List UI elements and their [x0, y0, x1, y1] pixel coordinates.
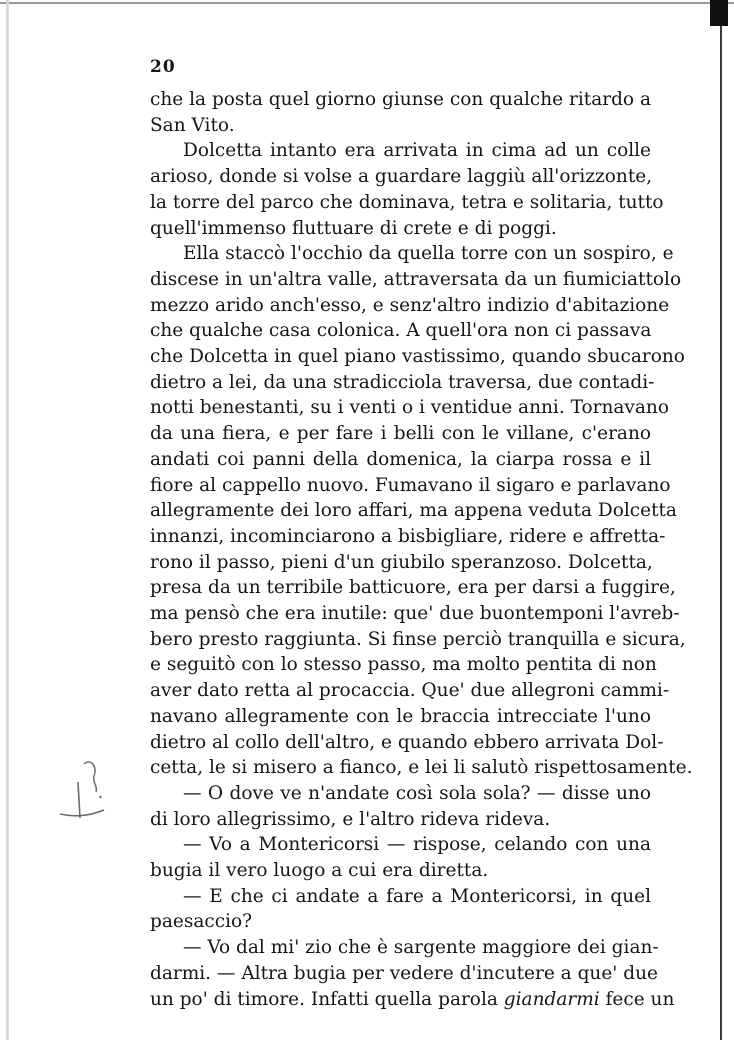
text-line-segment: un po' di timore. Infatti quella parola	[150, 988, 504, 1010]
text-line: arioso, donde si volse a guardare laggiù all'orizzonte,	[150, 166, 653, 188]
text-line: allegramente dei loro affari, ma appena veduta Dolcetta	[150, 500, 677, 522]
text-line: che la posta quel giorno giunse con qualche ritardo a	[150, 89, 651, 110]
text-line: andati coi panni della domenica, la ciarpa rossa e il	[150, 448, 651, 470]
text-line: Ella staccò l'occhio da quella torre con un sospiro, e	[183, 243, 674, 265]
text-line: San Vito.	[150, 114, 235, 136]
text-line: dietro a lei, da una stradicciola traversa, due contadi-	[150, 371, 655, 393]
text-line: — O dove ve n'andate così sola sola? — disse uno	[183, 782, 651, 804]
text-line-segment: fece un	[599, 988, 675, 1010]
text-line: mezzo arido anch'esso, e senz'altro indizio d'abitazione	[150, 294, 670, 316]
text-line	[150, 987, 675, 1012]
text-line: rono il passo, pieni d'un giubilo speranzoso. Dolcetta,	[150, 551, 653, 573]
text-line: ma pensò che era inutile: que' due buontemponi l'avreb-	[150, 603, 680, 624]
page-number: 20	[150, 57, 176, 77]
text-line: paesaccio?	[150, 911, 253, 933]
text-line: navano allegramente con le braccia intrecciate l'uno	[150, 705, 651, 727]
text-line: — Vo dal mi' zio che è sargente maggiore dei gian-	[183, 937, 659, 959]
text-line: darmi. — Altra bugia per vedere d'incutere a que' due	[150, 962, 658, 984]
text-line: che Dolcetta in quel piano vastissimo, quando sbucarono	[150, 346, 685, 367]
text-line: presa da un terribile batticuore, era per darsi a fuggire,	[150, 577, 676, 599]
italic-word: giandarmi	[503, 988, 600, 1010]
text-line: dietro al collo dell'altro, e quando ebbero arrivata Dol-	[150, 731, 664, 753]
text-line: discese in un'altra valle, attraversata da un fiumiciattolo	[150, 268, 682, 290]
text-line: e seguitò con lo stesso passo, ma molto pentita di non	[150, 654, 657, 676]
text-line: bugia il vero luogo a cui era diretta.	[150, 860, 489, 881]
text-line: che qualche casa colonica. A quell'ora non ci passava	[150, 320, 652, 342]
text-line: — Vo a Montericorsi — rispose, celando con una	[183, 834, 651, 856]
text-line: quell'immenso fluttuare di crete e di poggi.	[150, 217, 557, 239]
text-line: aver dato retta al procaccia. Que' due allegroni cammi-	[150, 680, 670, 702]
text-line: da una fiera, e per fare i belli con le villane, c'erano	[150, 423, 651, 445]
text-line: di loro allegrissimo, e l'altro rideva rideva.	[150, 808, 551, 830]
text-line: la torre del parco che dominava, tetra e solitaria, tutto	[150, 191, 664, 213]
scan-corner-mark	[710, 0, 728, 26]
page-left-edge	[6, 0, 9, 1040]
margin-pencil-annotation	[40, 752, 112, 832]
text-line: notti benestanti, su i venti o i ventidue anni. Tornavano	[150, 397, 669, 419]
page-top-edge	[0, 2, 734, 4]
text-line: Dolcetta intanto era arrivata in cima ad un colle	[183, 140, 651, 162]
text-line: innanzi, incominciarono a bisbigliare, ridere e affretta-	[150, 525, 666, 547]
text-line: — E che ci andate a fare a Montericorsi, in quel	[183, 885, 651, 907]
text-line: bero presto raggiunta. Si finse perciò tranquilla e sicura,	[150, 628, 686, 650]
text-line: fiore al cappello nuovo. Fumavano il sigaro e parlavano	[150, 474, 671, 496]
text-line: cetta, le si misero a fianco, e lei li salutò rispettosamente.	[150, 757, 693, 779]
page-right-edge	[720, 0, 722, 1040]
